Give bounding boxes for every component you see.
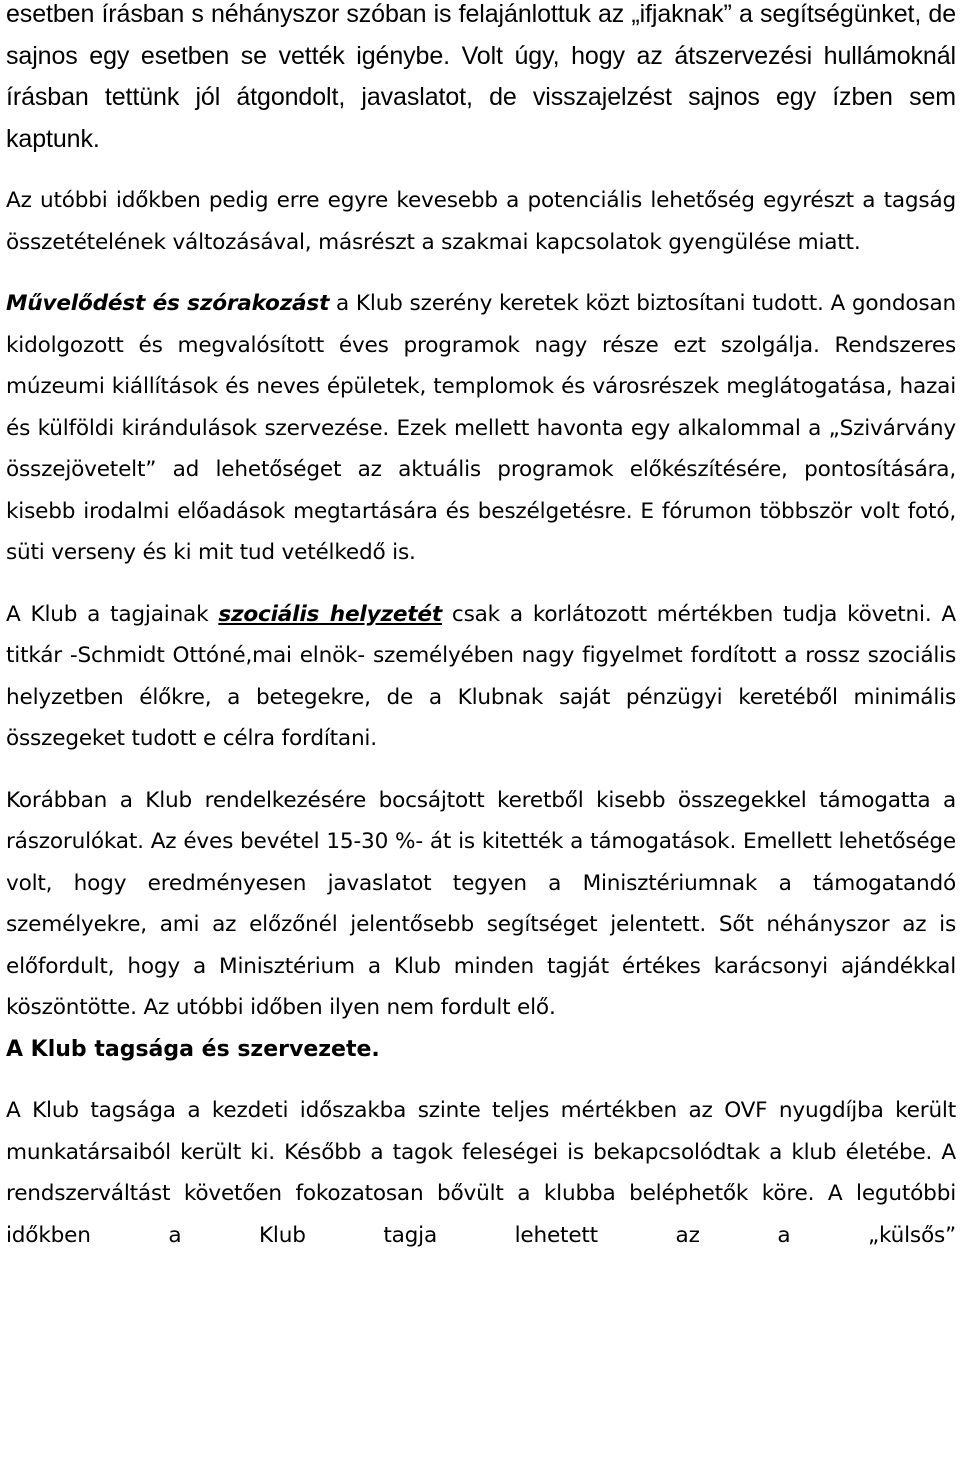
social-emphasis: szociális helyzetét [218, 601, 442, 627]
paragraph-outreach: esetben írásban s néhányszor szóban is felajánlottuk az „ifjaknak” a segítségünket, de sajnos egy esetben se vették igénybe. Volt úgy, hogy az átszervezési hullámoknál írásban tettünk jól átgondolt, javaslatot, de visszajelzést sajnos egy ízben sem kaptunk. [6, 0, 956, 153]
paragraph-membership: A Klub tagsága a kezdeti időszakba szinte teljes mértékben az OVF nyugdíjba került munkatársaiból került ki. Később a tagok feleségei is bekapcsolódtak a klub életébe. A rendszerváltást követően fokozatosan bővült a klubba beléphetők köre. A legutóbbi időkben a Klub tagja lehetett az a „külsős” [6, 1098, 956, 1248]
section-heading: A Klub tagsága és szervezete. [6, 1036, 380, 1062]
paragraph-culture [6, 283, 956, 574]
paragraph-potential: Az utóbbi időkben pedig erre egyre kevesebb a potenciális lehetőség egyrészt a tagság összetételének változásával, másrészt a szakmai kapcsolatok gyengülése miatt. [6, 188, 956, 255]
social-text-before: A Klub a tagjainak [6, 601, 219, 627]
document-page [6, 0, 956, 1256]
social-text-after: csak a korlátozott mértékben tudja követni. A titkár -Schmidt Ottóné,mai elnök- személyében nagy figyelmet fordított a rossz szociális helyzetben élőkre, a betegekre, de a Klubnak saját pénzügyi keretéből minimális összegeket tudott e célra fordítani. [6, 601, 957, 751]
culture-text: a Klub szerény keretek közt biztosítani tudott. A gondosan kidolgozott és megvalósított éves programok nagy része ezt szolgálja. Rendszeres múzeumi kiállítások és neves épületek, templomok és városrészek meglátogatása, hazai és külföldi kirándulások szervezése. Ezek mellett havonta egy alkalommal a „Szivárvány összejövetelt” ad lehetőséget az aktuális programok előkészítésére, pontosítására, kisebb irodalmi előadások megtartására és beszélgetésre. E fórumon többször volt fotó, süti verseny és ki mit tud vetélkedő is. [6, 291, 957, 565]
paragraph-support: Korábban a Klub rendelkezésére bocsájtott keretből kisebb összegekkel támogatta a rászorulókat. Az éves bevétel 15-30 %- át is kitették a támogatások. Emellett lehetősége volt, hogy eredményesen javaslatot tegyen a Minisztériumnak a támogatandó személyekre, ami az előzőnél jelentősebb segítséget jelentett. Sőt néhányszor az is előfordult, hogy a Minisztérium a Klub minden tagját értékes karácsonyi ajándékkal köszöntötte. Az utóbbi időben ilyen nem fordult elő. [6, 787, 956, 1020]
paragraph-social [6, 594, 956, 760]
culture-emphasis: Művelődést és szórakozást [6, 291, 330, 316]
